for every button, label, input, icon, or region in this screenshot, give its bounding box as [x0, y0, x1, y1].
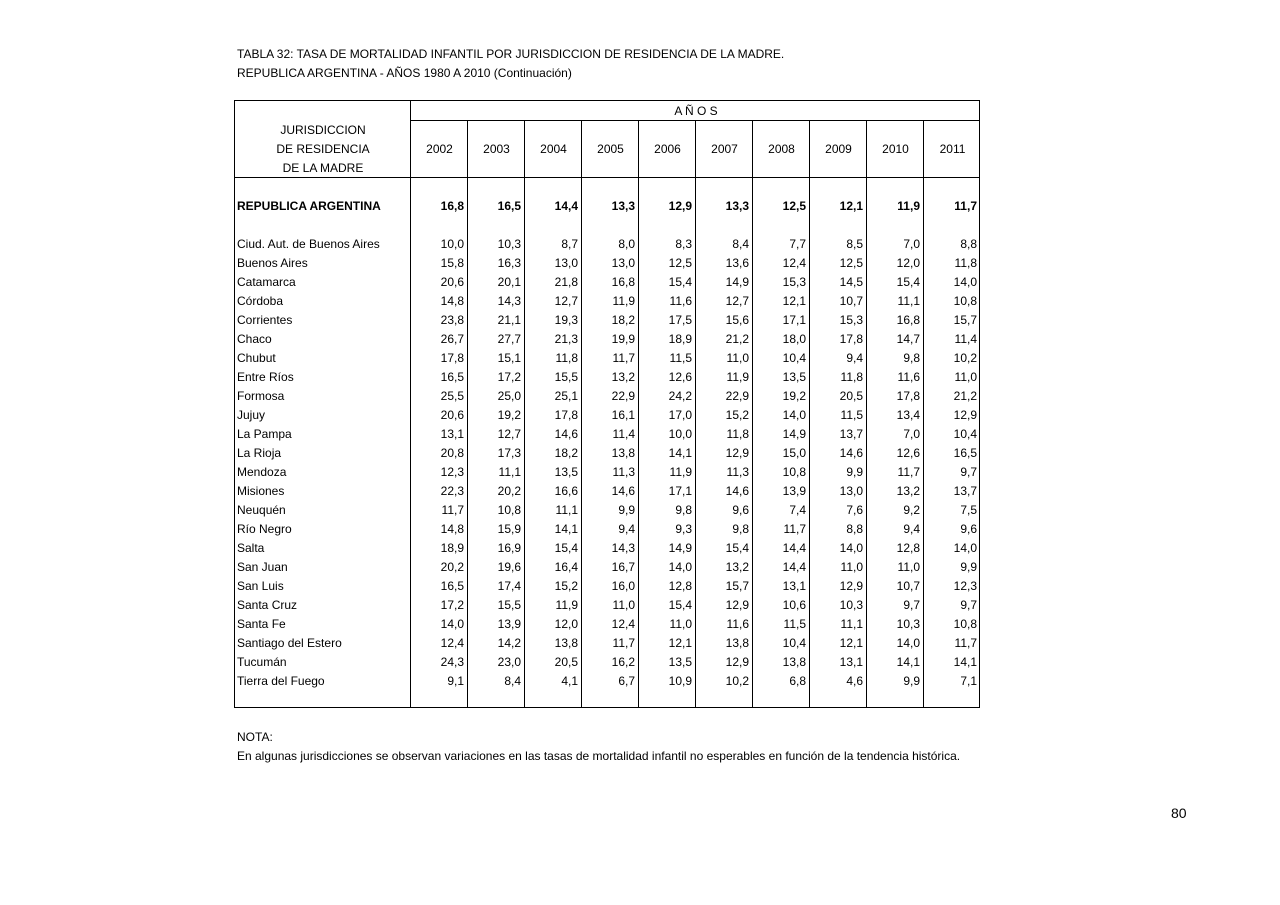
rate-cell: 16,8 — [896, 313, 920, 327]
rate-cell: 10,6 — [782, 598, 806, 612]
row-label: Santa Cruz — [237, 598, 298, 612]
rate-cell: 9,4 — [618, 522, 635, 536]
rate-cell: 21,2 — [725, 332, 749, 346]
rate-cell: 20,2 — [440, 560, 464, 574]
rate-cell: 17,8 — [440, 351, 464, 365]
rate-cell: 15,4 — [668, 598, 692, 612]
rate-cell: 12,9 — [725, 446, 749, 460]
rate-cell: 12,7 — [725, 294, 749, 308]
rate-cell: 8,8 — [960, 237, 977, 251]
row-label: Chubut — [237, 351, 276, 365]
rate-cell: 19,6 — [497, 560, 521, 574]
rate-cell: 14,4 — [554, 199, 578, 213]
rate-cell: 15,4 — [668, 275, 692, 289]
rate-cell: 11,8 — [726, 427, 749, 441]
rate-cell: 21,8 — [554, 275, 578, 289]
rate-cell: 8,5 — [846, 237, 863, 251]
rate-cell: 12,4 — [611, 617, 635, 631]
row-label: Formosa — [237, 389, 285, 403]
rate-cell: 11,0 — [897, 560, 920, 574]
rate-cell: 12,3 — [440, 465, 464, 479]
rate-cell: 7,0 — [903, 427, 920, 441]
rate-cell: 12,9 — [725, 655, 749, 669]
rate-cell: 12,7 — [497, 427, 521, 441]
rate-cell: 11,8 — [954, 256, 977, 270]
rate-cell: 15,9 — [497, 522, 521, 536]
rate-cell: 12,9 — [839, 579, 863, 593]
rate-cell: 16,9 — [497, 541, 521, 555]
rate-cell: 13,9 — [497, 617, 521, 631]
rate-cell: 14,9 — [668, 541, 692, 555]
rate-cell: 14,1 — [668, 446, 692, 460]
rate-cell: 15,3 — [839, 313, 863, 327]
rate-cell: 10,3 — [839, 598, 863, 612]
rate-cell: 7,0 — [903, 237, 920, 251]
rate-cell: 10,8 — [953, 617, 977, 631]
row-label: Santiago del Estero — [237, 636, 342, 650]
rate-cell: 15,6 — [725, 313, 749, 327]
rate-cell: 16,5 — [440, 579, 464, 593]
rate-cell: 13,9 — [782, 484, 806, 498]
rate-cell: 11,9 — [669, 465, 692, 479]
rate-cell: 14,0 — [953, 541, 977, 555]
rate-cell: 11,9 — [555, 598, 578, 612]
rate-cell: 11,7 — [612, 636, 635, 650]
table-title: TABLA 32: TASA DE MORTALIDAD INFANTIL POR JURISDICCION DE RESIDENCIA DE LA MADRE. — [237, 47, 785, 61]
rate-cell: 9,2 — [903, 503, 920, 517]
rate-cell: 18,0 — [782, 332, 806, 346]
rate-cell: 4,1 — [561, 674, 578, 688]
rate-cell: 18,9 — [440, 541, 464, 555]
rate-cell: 11,0 — [954, 370, 977, 384]
rate-cell: 15,2 — [554, 579, 578, 593]
rate-cell: 12,9 — [668, 199, 692, 213]
rate-cell: 17,2 — [497, 370, 521, 384]
rate-cell: 13,5 — [782, 370, 806, 384]
rate-cell: 10,7 — [839, 294, 863, 308]
rate-cell: 22,9 — [611, 389, 635, 403]
rate-cell: 24,3 — [440, 655, 464, 669]
rate-cell: 17,8 — [554, 408, 578, 422]
rate-cell: 12,1 — [782, 294, 806, 308]
rate-cell: 13,8 — [782, 655, 806, 669]
rate-cell: 11,4 — [612, 427, 635, 441]
rate-cell: 15,4 — [896, 275, 920, 289]
rate-cell: 11,8 — [840, 370, 863, 384]
rate-cell: 14,5 — [839, 275, 863, 289]
rate-cell: 14,8 — [440, 522, 464, 536]
rate-cell: 10,9 — [668, 674, 692, 688]
rate-cell: 9,9 — [960, 560, 977, 574]
year-header-2002: 2002 — [426, 142, 453, 156]
rate-cell: 23,8 — [440, 313, 464, 327]
rate-cell: 16,3 — [497, 256, 521, 270]
rate-cell: 9,7 — [960, 465, 977, 479]
rate-cell: 21,3 — [554, 332, 578, 346]
rate-cell: 12,5 — [668, 256, 692, 270]
rate-cell: 26,7 — [440, 332, 464, 346]
rate-cell: 13,3 — [725, 199, 749, 213]
rate-cell: 17,1 — [782, 313, 806, 327]
rate-cell: 16,2 — [611, 655, 635, 669]
rate-cell: 10,0 — [668, 427, 692, 441]
year-header-2003: 2003 — [483, 142, 510, 156]
rate-cell: 9,9 — [903, 674, 920, 688]
rate-cell: 25,5 — [440, 389, 464, 403]
rate-cell: 12,9 — [725, 598, 749, 612]
rate-cell: 17,5 — [668, 313, 692, 327]
rate-cell: 13,1 — [440, 427, 464, 441]
rate-cell: 12,5 — [839, 256, 863, 270]
rate-cell: 8,8 — [846, 522, 863, 536]
rate-cell: 12,8 — [896, 541, 920, 555]
stub-header-line: JURISDICCION — [280, 123, 366, 137]
rate-cell: 4,6 — [846, 674, 863, 688]
rate-cell: 12,5 — [782, 199, 806, 213]
rate-cell: 15,5 — [497, 598, 521, 612]
rate-cell: 11,0 — [840, 560, 863, 574]
rate-cell: 10,2 — [953, 351, 977, 365]
row-label: Catamarca — [237, 275, 296, 289]
rate-cell: 19,9 — [611, 332, 635, 346]
rate-cell: 6,8 — [789, 674, 806, 688]
rate-cell: 11,5 — [840, 408, 863, 422]
rate-cell: 15,3 — [782, 275, 806, 289]
row-label: Córdoba — [237, 294, 284, 308]
rate-cell: 11,6 — [726, 617, 749, 631]
rate-cell: 8,4 — [732, 237, 749, 251]
rate-cell: 10,4 — [782, 636, 806, 650]
rate-cell: 9,1 — [447, 674, 464, 688]
rate-cell: 9,9 — [618, 503, 635, 517]
rate-cell: 11,5 — [783, 617, 806, 631]
rate-cell: 15,5 — [554, 370, 578, 384]
rate-cell: 9,8 — [732, 522, 749, 536]
rate-cell: 14,6 — [611, 484, 635, 498]
rate-cell: 16,8 — [611, 275, 635, 289]
rate-cell: 13,8 — [611, 446, 635, 460]
table-row-divider — [410, 120, 979, 121]
rate-cell: 16,4 — [554, 560, 578, 574]
rate-cell: 10,3 — [497, 237, 521, 251]
row-label: La Rioja — [237, 446, 282, 460]
rate-cell: 19,3 — [554, 313, 578, 327]
year-header-2011: 2011 — [939, 142, 966, 156]
note-text: En algunas jurisdicciones se observan variaciones en las tasas de mortalidad infantil no esperables en función de la tendencia histórica. — [237, 749, 961, 763]
stub-header-line: DE LA MADRE — [282, 161, 364, 175]
rate-cell: 15,1 — [497, 351, 521, 365]
row-label: Chaco — [237, 332, 272, 346]
rate-cell: 15,4 — [554, 541, 578, 555]
rate-cell: 18,9 — [668, 332, 692, 346]
row-label: Santa Fe — [237, 617, 286, 631]
rate-cell: 17,4 — [497, 579, 521, 593]
rate-cell: 14,9 — [782, 427, 806, 441]
rate-cell: 9,4 — [903, 522, 920, 536]
rate-cell: 9,8 — [903, 351, 920, 365]
rate-cell: 20,5 — [839, 389, 863, 403]
row-label: San Juan — [237, 560, 288, 574]
rate-cell: 13,6 — [725, 256, 749, 270]
rate-cell: 12,4 — [782, 256, 806, 270]
rate-cell: 11,7 — [441, 503, 464, 517]
rate-cell: 9,8 — [675, 503, 692, 517]
year-header-2009: 2009 — [825, 142, 852, 156]
rate-cell: 12,1 — [668, 636, 692, 650]
rate-cell: 16,6 — [554, 484, 578, 498]
table-subtitle: REPUBLICA ARGENTINA - AÑOS 1980 A 2010 (Continuación) — [237, 66, 572, 80]
rate-cell: 16,7 — [611, 560, 635, 574]
rate-cell: 11,1 — [498, 465, 521, 479]
rate-cell: 14,0 — [668, 560, 692, 574]
rate-cell: 9,3 — [675, 522, 692, 536]
rate-cell: 7,5 — [960, 503, 977, 517]
rate-cell: 13,2 — [896, 484, 920, 498]
rate-cell: 14,0 — [839, 541, 863, 555]
rate-cell: 12,4 — [440, 636, 464, 650]
row-label: Río Negro — [237, 522, 292, 536]
rate-cell: 10,8 — [497, 503, 521, 517]
rate-cell: 14,1 — [554, 522, 578, 536]
year-header-2004: 2004 — [540, 142, 567, 156]
rate-cell: 13,7 — [839, 427, 863, 441]
row-label: Tierra del Fuego — [237, 674, 325, 688]
row-label: Neuquén — [237, 503, 286, 517]
row-label: La Pampa — [237, 427, 292, 441]
rate-cell: 14,6 — [725, 484, 749, 498]
rate-cell: 7,1 — [960, 674, 977, 688]
rate-cell: 11,3 — [726, 465, 749, 479]
mortality-table — [234, 100, 980, 708]
rate-cell: 14,0 — [896, 636, 920, 650]
rate-cell: 12,3 — [953, 579, 977, 593]
rate-cell: 9,6 — [960, 522, 977, 536]
rate-cell: 10,3 — [896, 617, 920, 631]
rate-cell: 16,8 — [440, 199, 464, 213]
rate-cell: 21,2 — [953, 389, 977, 403]
rate-cell: 7,6 — [846, 503, 863, 517]
rate-cell: 14,6 — [554, 427, 578, 441]
rate-cell: 17,8 — [839, 332, 863, 346]
rate-cell: 8,3 — [675, 237, 692, 251]
rate-cell: 11,6 — [669, 294, 692, 308]
rate-cell: 13,0 — [611, 256, 635, 270]
rate-cell: 12,6 — [896, 446, 920, 460]
rate-cell: 15,4 — [725, 541, 749, 555]
row-label: REPUBLICA ARGENTINA — [237, 199, 381, 213]
rate-cell: 16,5 — [953, 446, 977, 460]
rate-cell: 10,2 — [725, 674, 749, 688]
year-header-2010: 2010 — [882, 142, 909, 156]
rate-cell: 10,4 — [953, 427, 977, 441]
rate-cell: 11,5 — [669, 351, 692, 365]
rate-cell: 13,5 — [554, 465, 578, 479]
rate-cell: 20,1 — [497, 275, 521, 289]
rate-cell: 20,6 — [440, 408, 464, 422]
rate-cell: 13,0 — [554, 256, 578, 270]
rate-cell: 11,7 — [954, 199, 977, 213]
rate-cell: 17,1 — [668, 484, 692, 498]
rate-cell: 13,1 — [782, 579, 806, 593]
rate-cell: 13,8 — [725, 636, 749, 650]
rate-cell: 14,1 — [953, 655, 977, 669]
rate-cell: 10,4 — [782, 351, 806, 365]
rate-cell: 11,1 — [897, 294, 920, 308]
row-label: Jujuy — [237, 408, 266, 422]
rate-cell: 14,3 — [611, 541, 635, 555]
rate-cell: 15,7 — [953, 313, 977, 327]
rate-cell: 12,1 — [839, 636, 863, 650]
rate-cell: 13,1 — [839, 655, 863, 669]
rate-cell: 14,0 — [953, 275, 977, 289]
rate-cell: 14,4 — [782, 560, 806, 574]
year-header-2007: 2007 — [711, 142, 738, 156]
rate-cell: 13,3 — [611, 199, 635, 213]
rate-cell: 13,7 — [953, 484, 977, 498]
rate-cell: 11,7 — [783, 522, 806, 536]
rate-cell: 19,2 — [497, 408, 521, 422]
rate-cell: 15,8 — [440, 256, 464, 270]
rate-cell: 13,0 — [839, 484, 863, 498]
rate-cell: 11,7 — [897, 465, 920, 479]
rate-cell: 10,7 — [896, 579, 920, 593]
row-label: Tucumán — [237, 655, 287, 669]
rate-cell: 11,9 — [897, 199, 920, 213]
rate-cell: 8,4 — [504, 674, 521, 688]
rate-cell: 6,7 — [618, 674, 635, 688]
row-label: Mendoza — [237, 465, 287, 479]
rate-cell: 14,0 — [440, 617, 464, 631]
rate-cell: 14,0 — [782, 408, 806, 422]
row-label: San Luis — [237, 579, 284, 593]
rate-cell: 12,6 — [668, 370, 692, 384]
rate-cell: 9,9 — [846, 465, 863, 479]
rate-cell: 11,1 — [840, 617, 863, 631]
rate-cell: 11,9 — [726, 370, 749, 384]
rate-cell: 14,8 — [440, 294, 464, 308]
rate-cell: 11,0 — [726, 351, 749, 365]
rate-cell: 11,7 — [612, 351, 635, 365]
rate-cell: 13,2 — [725, 560, 749, 574]
rate-cell: 19,2 — [782, 389, 806, 403]
year-header-2005: 2005 — [597, 142, 624, 156]
rate-cell: 11,8 — [555, 351, 578, 365]
rate-cell: 13,4 — [896, 408, 920, 422]
row-label: Salta — [237, 541, 265, 555]
rate-cell: 10,0 — [440, 237, 464, 251]
stub-header-line: DE RESIDENCIA — [276, 142, 370, 156]
rate-cell: 7,4 — [789, 503, 806, 517]
rate-cell: 9,6 — [732, 503, 749, 517]
rate-cell: 14,1 — [896, 655, 920, 669]
rate-cell: 18,2 — [554, 446, 578, 460]
rate-cell: 12,8 — [668, 579, 692, 593]
rate-cell: 17,8 — [896, 389, 920, 403]
rate-cell: 15,0 — [782, 446, 806, 460]
rate-cell: 22,9 — [725, 389, 749, 403]
year-header-2008: 2008 — [768, 142, 795, 156]
rate-cell: 16,0 — [611, 579, 635, 593]
rate-cell: 20,6 — [440, 275, 464, 289]
note-label: NOTA: — [237, 730, 273, 744]
rate-cell: 12,1 — [839, 199, 863, 213]
rate-cell: 9,7 — [960, 598, 977, 612]
rate-cell: 11,7 — [954, 636, 977, 650]
rate-cell: 13,5 — [668, 655, 692, 669]
rate-cell: 16,1 — [611, 408, 635, 422]
rate-cell: 11,6 — [897, 370, 920, 384]
rate-cell: 14,2 — [497, 636, 521, 650]
rate-cell: 12,9 — [953, 408, 977, 422]
rate-cell: 23,0 — [497, 655, 521, 669]
rate-cell: 27,7 — [497, 332, 521, 346]
rate-cell: 11,3 — [612, 465, 635, 479]
rate-cell: 16,5 — [440, 370, 464, 384]
rate-cell: 11,1 — [555, 503, 578, 517]
rate-cell: 14,9 — [725, 275, 749, 289]
rate-cell: 10,8 — [782, 465, 806, 479]
rate-cell: 11,0 — [669, 617, 692, 631]
rate-cell: 9,7 — [903, 598, 920, 612]
row-label: Buenos Aires — [237, 256, 308, 270]
rate-cell: 17,2 — [440, 598, 464, 612]
years-header: A Ñ O S — [674, 104, 718, 118]
rate-cell: 15,7 — [725, 579, 749, 593]
rate-cell: 20,2 — [497, 484, 521, 498]
rate-cell: 10,8 — [953, 294, 977, 308]
rate-cell: 9,4 — [846, 351, 863, 365]
rate-cell: 25,0 — [497, 389, 521, 403]
page-number: 80 — [1171, 805, 1187, 821]
rate-cell: 8,7 — [561, 237, 578, 251]
row-label: Corrientes — [237, 313, 293, 327]
rate-cell: 14,7 — [896, 332, 920, 346]
rate-cell: 18,2 — [611, 313, 635, 327]
row-label: Misiones — [237, 484, 285, 498]
rate-cell: 21,1 — [497, 313, 521, 327]
rate-cell: 16,5 — [497, 199, 521, 213]
row-label: Entre Ríos — [237, 370, 294, 384]
rate-cell: 20,8 — [440, 446, 464, 460]
rate-cell: 11,9 — [612, 294, 635, 308]
rate-cell: 14,3 — [497, 294, 521, 308]
rate-cell: 12,0 — [896, 256, 920, 270]
rate-cell: 14,6 — [839, 446, 863, 460]
rate-cell: 15,2 — [725, 408, 749, 422]
rate-cell: 13,8 — [554, 636, 578, 650]
rate-cell: 11,4 — [954, 332, 977, 346]
rate-cell: 25,1 — [554, 389, 578, 403]
rate-cell: 17,3 — [497, 446, 521, 460]
rate-cell: 22,3 — [440, 484, 464, 498]
rate-cell: 14,4 — [782, 541, 806, 555]
rate-cell: 12,7 — [554, 294, 578, 308]
rate-cell: 7,7 — [789, 237, 806, 251]
rate-cell: 8,0 — [618, 237, 635, 251]
rate-cell: 20,5 — [554, 655, 578, 669]
year-header-2006: 2006 — [654, 142, 681, 156]
rate-cell: 12,0 — [554, 617, 578, 631]
rate-cell: 11,0 — [612, 598, 635, 612]
row-label: Ciud. Aut. de Buenos Aires — [237, 237, 380, 251]
rate-cell: 17,0 — [668, 408, 692, 422]
table-row-divider — [235, 177, 979, 178]
rate-cell: 13,2 — [611, 370, 635, 384]
rate-cell: 24,2 — [668, 389, 692, 403]
